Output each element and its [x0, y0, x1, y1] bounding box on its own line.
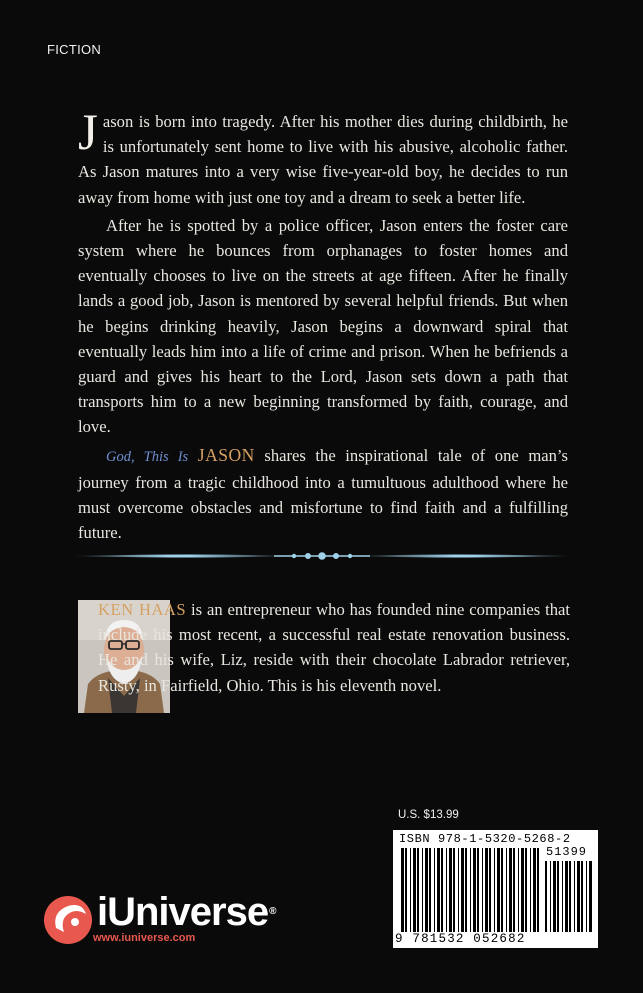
drop-cap: J: [78, 105, 98, 161]
isbn-label: ISBN 978-1-5320-5268-2: [399, 832, 571, 846]
book-title-italic: God, This Is: [106, 448, 189, 465]
registered-mark: ®: [269, 906, 276, 917]
blurb-paragraph-3: God, This Is JASON shares the inspirational tale of one man’s journey from a tragic childhood into a tumultuous adulthood where he must overcome obstacles and misfortune to find faith and a fulfilling future.: [78, 444, 568, 543]
barcode-digits: 9 781532 052682: [395, 932, 526, 946]
publisher-logo: [42, 890, 282, 950]
book-title-caps: JASON: [197, 444, 255, 465]
author-name: KEN HAAS: [98, 600, 187, 619]
blurb-paragraph-2: After he is spotted by a police officer, Jason enters the foster care system where he bounces from orphanages to foster homes and eventually chooses to live on the streets at age fifteen. After he finally lands a good job, Jason is mentored by several helpful friends. But when he begins drinking heavily, Jason begins a downward spiral that eventually leads him into a life of crime and prison. When he befriends a guard and gives his heart to the Lord, Jason sets down a path that transports him to a new beginning transformed by faith, courage, and love.: [78, 215, 568, 437]
price-label: U.S. $13.99: [398, 809, 459, 821]
genre-label: FICTION: [47, 42, 102, 57]
ornamental-divider: [74, 548, 570, 564]
publisher-url: www.iuniverse.com: [93, 932, 196, 944]
back-cover-blurb: [78, 105, 568, 545]
price-code: 51399: [546, 845, 588, 859]
author-bio: KEN HAAS is an entrepreneur who has founded nine companies that include his most recent, a successful real estate renovation business. He and his wife, Liz, reside with their chocolate Labrador retriever, Rusty, in Fairfield, Ohio. This is his eleventh novel.: [98, 600, 570, 695]
isbn-barcode: [393, 830, 598, 948]
iuniverse-swirl-icon: [42, 892, 98, 948]
barcode-main-bars: [401, 848, 541, 932]
publisher-name: iUniverse®: [97, 890, 276, 934]
blurb-paragraph-1: Jason is born into tragedy. After his mother dies during childbirth, he is unfortunately sent home to live with his abusive, alcoholic father. As Jason matures into a very wise five-year-old boy, he decides to run away from home with just one toy and a dream to seek a better life.: [78, 105, 568, 207]
barcode-addon-bars: [545, 861, 593, 932]
